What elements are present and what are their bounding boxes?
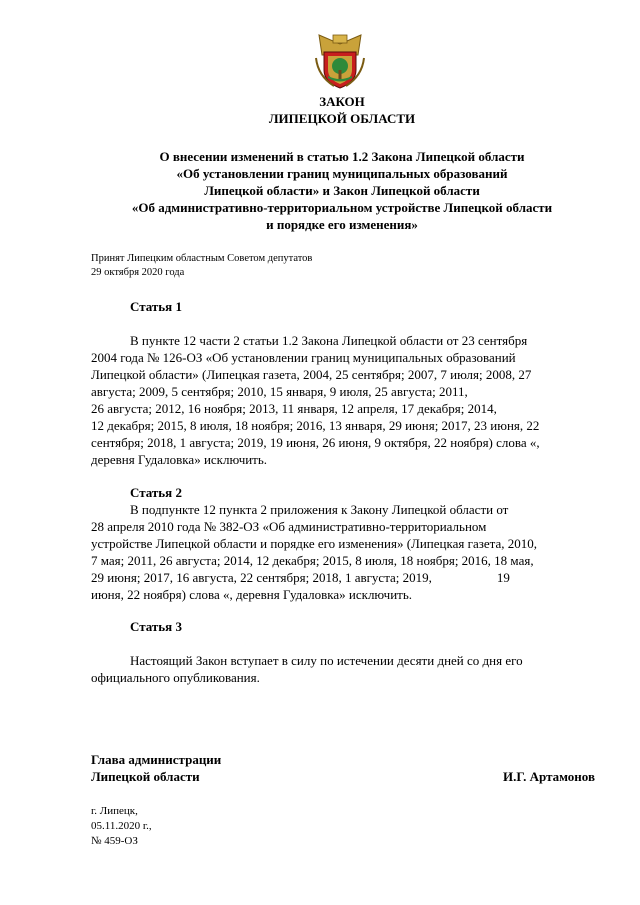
article-line: 7 мая; 2011, 26 августа; 2014, 12 декабря; 2015, 8 июля, 18 ноября; 2016, 18 мая,: [91, 553, 534, 568]
lipetsk-coat-of-arms-icon: [310, 30, 370, 90]
article-line: Липецкой области» (Липецкая газета, 2004, 25 сентября; 2007, 7 июля; 2008, 27: [91, 367, 532, 382]
article-line: официального опубликования.: [91, 670, 260, 685]
footer-number: № 459-ОЗ: [91, 835, 138, 847]
article-line: 12 декабря; 2015, 8 июля, 18 ноября; 2016, 13 января, 29 июня; 2017, 23 июня, 22: [91, 418, 540, 433]
article-2-text: [91, 501, 596, 603]
article-line: 2004 года № 126-ОЗ «Об установлении границ муниципальных образований: [91, 350, 516, 365]
signatory-position: [91, 751, 221, 785]
law-title-line2: ЛИПЕЦКОЙ ОБЛАСТИ: [268, 111, 416, 126]
heading-line: «Об административно-территориальном устройстве Липецкой области: [131, 200, 553, 215]
article-line: деревня Гудаловка» исключить.: [91, 452, 268, 467]
article-3-title: Статья 3: [130, 619, 182, 634]
article-line: 29 июня; 2017, 16 августа, 22 сентября; 2018, 1 августа; 2019, 19: [91, 570, 510, 585]
adoption-note: [91, 252, 312, 279]
article-line: июня, 22 ноября) слова «, деревня Гудаловка» исключить.: [91, 587, 413, 602]
law-title-line1: ЗАКОН: [319, 94, 365, 109]
article-3-text: [91, 652, 596, 686]
signatory-name: И.Г. Артамонов: [502, 769, 595, 784]
article-line: устройстве Липецкой области и порядке его изменения» (Липецкая газета, 2010,: [91, 536, 537, 551]
article-line: 28 апреля 2010 года № 382-ОЗ «Об административно-территориальном: [91, 519, 487, 534]
article-line: Настоящий Закон вступает в силу по истечении десяти дней со дня его: [130, 653, 523, 668]
article-line: В подпункте 12 пункта 2 приложения к Закону Липецкой области от: [130, 502, 509, 517]
article-line: сентября; 2018, 1 августа; 2019, 19 июня, 26 июня, 9 октября, 22 ноября) слова «,: [91, 435, 540, 450]
document-footer: [91, 804, 152, 849]
adoption-date: 29 октября 2020 года: [91, 266, 185, 278]
footer-date: 05.11.2020 г.,: [91, 820, 152, 832]
footer-place: г. Липецк,: [91, 805, 138, 817]
law-heading: [85, 148, 599, 233]
position-line2: Липецкой области: [91, 769, 200, 784]
article-1-title: Статья 1: [130, 299, 182, 314]
law-title: [0, 93, 640, 127]
heading-line: Липецкой области» и Закон Липецкой области: [204, 183, 480, 198]
article-line: В пункте 12 части 2 статьи 1.2 Закона Липецкой области от 23 сентября: [130, 333, 528, 348]
heading-line: О внесении изменений в статью 1.2 Закона Липецкой области: [159, 149, 525, 164]
article-2-title: Статья 2: [130, 485, 182, 500]
heading-line: и порядке его изменения»: [266, 217, 418, 232]
heading-line: «Об установлении границ муниципальных образований: [176, 166, 508, 181]
article-line: 26 августа; 2012, 16 ноября; 2013, 11 января, 12 апреля, 17 декабря; 2014,: [91, 401, 497, 416]
adoption-line1: Принят Липецким областным Советом депутатов: [91, 253, 313, 264]
position-line1: Глава администрации: [91, 752, 222, 767]
article-1-text: [91, 332, 596, 468]
article-line: августа; 2009, 5 сентября; 2010, 15 января, 9 июля, 25 августа; 2011,: [91, 384, 468, 399]
